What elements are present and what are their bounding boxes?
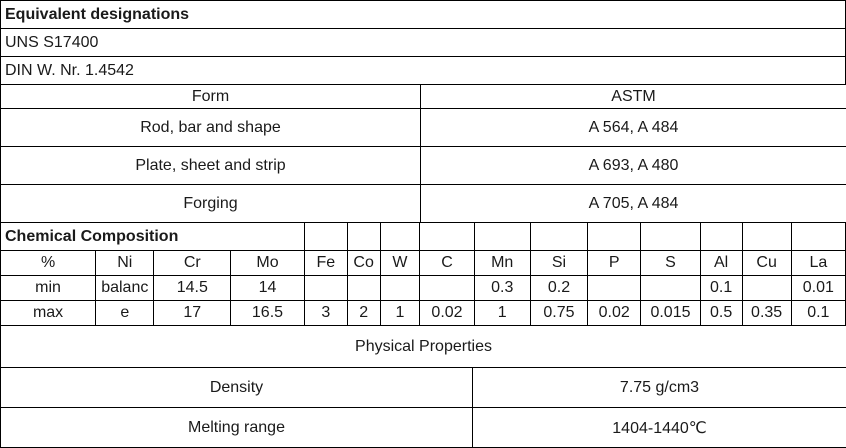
empty-cell: [791, 223, 845, 251]
table-row: [1, 109, 846, 147]
composition-cell: 1: [380, 301, 420, 326]
composition-cell: [420, 276, 474, 301]
composition-cell: 0.1: [700, 276, 742, 301]
composition-cell: [380, 276, 420, 301]
composition-cell: min: [1, 276, 96, 301]
composition-cell: 1: [474, 301, 530, 326]
composition-cell: [641, 276, 700, 301]
designation-din: DIN W. Nr. 1.4542: [1, 57, 846, 85]
composition-cell: 0.35: [742, 301, 791, 326]
composition-cell: 16.5: [231, 301, 305, 326]
composition-cell: 17: [154, 301, 231, 326]
designation-uns: UNS S17400: [1, 29, 846, 57]
empty-cell: [641, 223, 700, 251]
element-header: Cu: [742, 251, 791, 276]
element-header: C: [420, 251, 474, 276]
table-row: [1, 408, 846, 448]
composition-cell: [588, 276, 641, 301]
astm-cell: A 705, A 484: [421, 185, 846, 223]
table-row: [1, 147, 846, 185]
composition-cell: [742, 276, 791, 301]
composition-cell: 0.02: [588, 301, 641, 326]
table-row: [1, 185, 846, 223]
astm-cell: A 693, A 480: [421, 147, 846, 185]
value-cell: 1404-1440℃: [473, 408, 846, 448]
element-header: Co: [347, 251, 380, 276]
empty-cell: [347, 223, 380, 251]
value-cell: 7.75 g/cm3: [473, 368, 846, 408]
empty-cell: [304, 223, 347, 251]
composition-cell: 0.2: [530, 276, 587, 301]
element-header: Mo: [231, 251, 305, 276]
element-header: Ni: [96, 251, 154, 276]
composition-cell: e: [96, 301, 154, 326]
composition-cell: [304, 276, 347, 301]
astm-header: ASTM: [421, 85, 846, 109]
element-header: S: [641, 251, 700, 276]
empty-cell: [700, 223, 742, 251]
empty-cell: [742, 223, 791, 251]
composition-cell: [347, 276, 380, 301]
composition-cell: 0.3: [474, 276, 530, 301]
composition-cell: max: [1, 301, 96, 326]
composition-cell: 0.75: [530, 301, 587, 326]
composition-cell: balanc: [96, 276, 154, 301]
form-cell: Plate, sheet and strip: [1, 147, 421, 185]
astm-cell: A 564, A 484: [421, 109, 846, 147]
chemical-composition-table: [0, 222, 846, 326]
empty-cell: [588, 223, 641, 251]
element-header: Al: [700, 251, 742, 276]
composition-cell: 0.01: [791, 276, 845, 301]
empty-cell: [474, 223, 530, 251]
element-header: %: [1, 251, 96, 276]
empty-cell: [420, 223, 474, 251]
form-cell: Forging: [1, 185, 421, 223]
equivalent-designations-title: Equivalent designations: [1, 1, 846, 29]
physical-properties-title: Physical Properties: [1, 326, 846, 368]
element-header: La: [791, 251, 845, 276]
composition-cell: 14: [231, 276, 305, 301]
min-row: [1, 276, 846, 301]
composition-cell: 0.015: [641, 301, 700, 326]
chemical-composition-title: Chemical Composition: [1, 223, 305, 251]
element-header: Fe: [304, 251, 347, 276]
composition-cell: 2: [347, 301, 380, 326]
element-header: Cr: [154, 251, 231, 276]
form-astm-table: [0, 84, 846, 223]
element-header: Mn: [474, 251, 530, 276]
element-header: Si: [530, 251, 587, 276]
form-header-row: [1, 85, 846, 109]
table-row: [1, 368, 846, 408]
empty-cell: [530, 223, 587, 251]
composition-cell: 14.5: [154, 276, 231, 301]
form-header: Form: [1, 85, 421, 109]
composition-cell: 3: [304, 301, 347, 326]
property-cell: Melting range: [1, 408, 473, 448]
element-header: W: [380, 251, 420, 276]
composition-cell: 0.1: [791, 301, 845, 326]
composition-cell: 0.5: [700, 301, 742, 326]
element-header: P: [588, 251, 641, 276]
empty-cell: [380, 223, 420, 251]
equivalent-designations-table: [0, 0, 846, 85]
element-header-row: [1, 251, 846, 276]
property-cell: Density: [1, 368, 473, 408]
composition-cell: 0.02: [420, 301, 474, 326]
max-row: [1, 301, 846, 326]
physical-properties-table: [0, 325, 846, 448]
form-cell: Rod, bar and shape: [1, 109, 421, 147]
